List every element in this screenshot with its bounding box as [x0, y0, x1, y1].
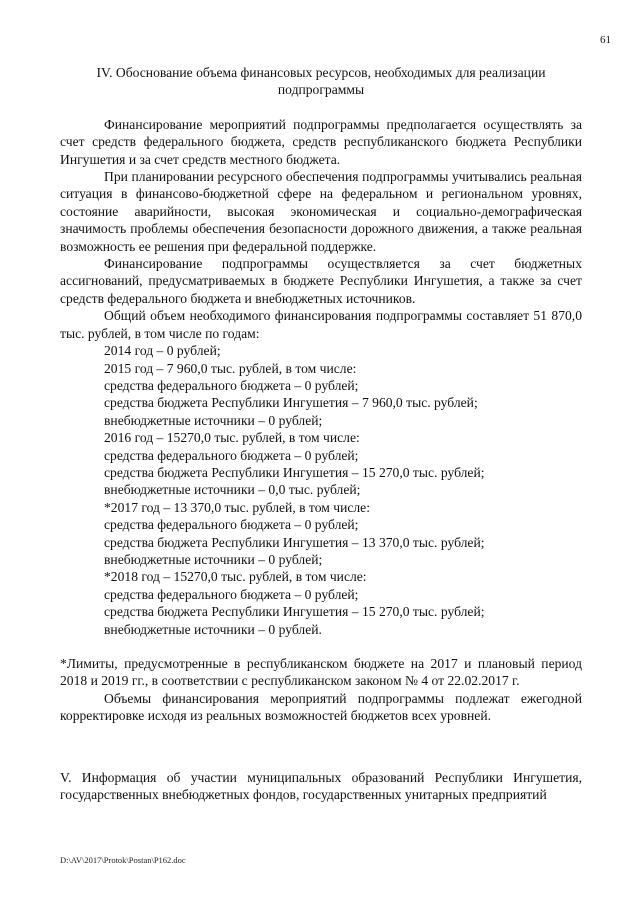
funding-line: внебюджетные источники – 0,0 тыс. рублей; — [104, 482, 361, 498]
funding-line: средства федерального бюджета – 0 рублей; — [104, 586, 359, 602]
paragraph-allocations: Финансирование подпрограммы осуществляется за счет бюджетных ассигнований, предусматриваемых в бюджете Республики Ингушетия, а также за счет средств федерального бюджета и внебюджетных источников. — [60, 256, 582, 306]
funding-line: *2018 год – 15270,0 тыс. рублей, в том числе: — [104, 569, 367, 585]
funding-line: средства федерального бюджета – 0 рублей; — [104, 517, 359, 533]
funding-line: средства федерального бюджета – 0 рублей; — [104, 447, 359, 463]
funding-line: *2017 год – 13 370,0 тыс. рублей, в том числе: — [104, 499, 370, 515]
funding-line: 2014 год – 0 рублей; — [104, 343, 221, 359]
limits-footnote: *Лимиты, предусмотренные в республиканском бюджете на 2017 и плановый период 2018 и 2019 гг., в соответствии с республиканском законом № 4 от 22.02.2017 г. — [60, 656, 582, 689]
paragraph-total-volume: Общий объем необходимого финансирования подпрограммы составляет 51 870,0 тыс. рублей, в том числе по годам: — [60, 308, 582, 341]
funding-line: 2016 год – 15270,0 тыс. рублей, в том числе: — [104, 430, 360, 446]
paragraph-funding-sources: Финансирование мероприятий подпрограммы предполагается осуществлять за счет средств федерального бюджета, средств республиканского бюджета Республики Ингушетия и за счет средств местного бюджета. — [60, 116, 582, 167]
funding-line: внебюджетные источники – 0 рублей. — [104, 621, 322, 637]
funding-line: средства бюджета Республики Ингушетия – 7 960,0 тыс. рублей; — [104, 395, 478, 411]
paragraph-planning: При планировании ресурсного обеспечения подпрограммы учитывались реальная ситуация в финансово-бюджетной сфере на федеральном и региональном уровнях, состояние аварийности, высокая экономическая и социально-демографическая значимость проблемы обеспечения безопасности дорожного движения, а также реальная возможность ее решения при федеральной поддержке. — [60, 169, 582, 254]
funding-line: средства бюджета Республики Ингушетия – 15 270,0 тыс. рублей; — [104, 464, 485, 480]
section-5-title: V. Информация об участии муниципальных образований Республики Ингушетия, государственных внебюджетных фондов, государственных унитарных предприятий — [60, 769, 582, 803]
funding-line: внебюджетные источники – 0 рублей; — [104, 551, 323, 567]
funding-line: 2015 год – 7 960,0 тыс. рублей, в том числе: — [104, 360, 357, 376]
funding-line: средства бюджета Республики Ингушетия – 15 270,0 тыс. рублей; — [104, 604, 485, 620]
file-path-footer: D:\AV\2017\Protok\Postan\P162.doc — [60, 855, 186, 865]
document-body — [60, 64, 582, 803]
page-number: 61 — [600, 34, 611, 46]
funding-line: средства федерального бюджета – 0 рублей; — [104, 377, 359, 393]
paragraph-annual-adjustment: Объемы финансирования мероприятий подпрограммы подлежат ежегодной корректировке исходя из реальных возможностей бюджетов всех уровней. — [60, 690, 582, 724]
funding-line: средства бюджета Республики Ингушетия – 13 370,0 тыс. рублей; — [104, 534, 485, 550]
funding-list — [60, 342, 582, 638]
section-4-title: IV. Обоснование объема финансовых ресурсов, необходимых для реализации подпрограммы — [96, 65, 546, 98]
funding-line: внебюджетные источники – 0 рублей; — [104, 412, 323, 428]
